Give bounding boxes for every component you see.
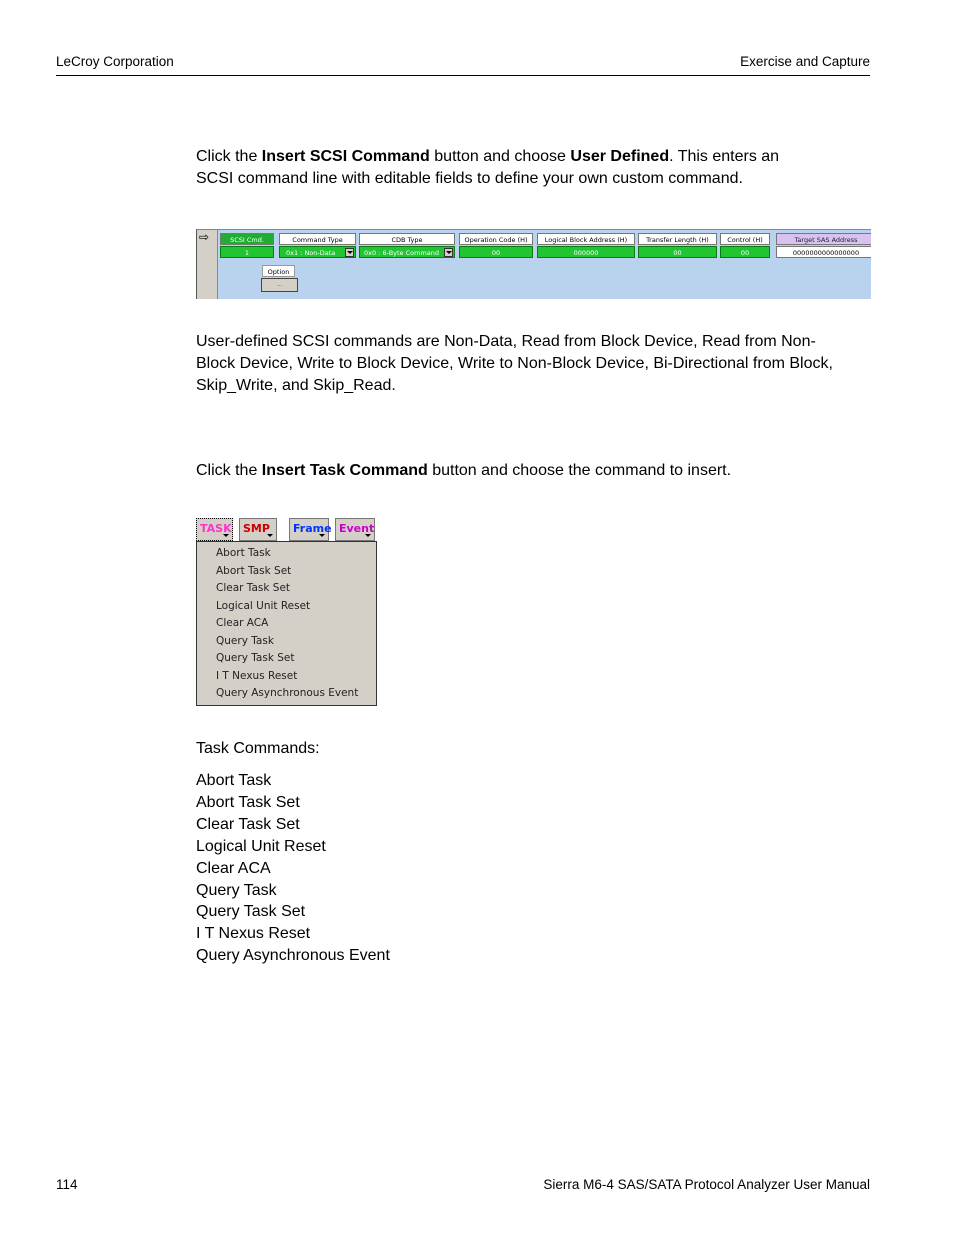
menu-item-logical-unit-reset[interactable]: Logical Unit Reset bbox=[216, 599, 311, 612]
menu-item-clear-task-set[interactable]: Clear Task Set bbox=[216, 582, 291, 594]
task-command-paragraph: Click the Insert Task Command button and choose the command to insert. bbox=[196, 462, 732, 479]
header-cdb-type: CDB Type bbox=[359, 233, 455, 245]
header-scsi-cmd: SCSI Cmd. bbox=[220, 233, 274, 245]
chevron-down-icon bbox=[223, 534, 229, 537]
value-scsi-cmd[interactable]: 1 bbox=[220, 246, 274, 258]
menu-item-abort-task[interactable]: Abort Task bbox=[216, 547, 271, 559]
header-control: Control (H) bbox=[720, 233, 770, 245]
list-item: Query Task Set bbox=[196, 903, 306, 921]
value-transfer-length[interactable]: 00 bbox=[638, 246, 717, 258]
menu-item-abort-task-set[interactable]: Abort Task Set bbox=[216, 564, 292, 577]
scsi-command-line-screenshot bbox=[196, 229, 871, 299]
list-item: Abort Task bbox=[196, 772, 272, 789]
user-defined-paragraph: User-defined SCSI commands are Non-Data, Read from Block Device, Read from Non- Block Device, Write to Block Device, Write to Non-Block Device, Bi-Directional from Block, Skip_Write, and Skip_Read. bbox=[196, 333, 833, 394]
user-defined-term: User Defined bbox=[570, 148, 670, 165]
task-button[interactable]: TASK bbox=[196, 518, 233, 541]
running-footer-title: Sierra M6-4 SAS/SATA Protocol Analyzer User Manual bbox=[543, 1177, 870, 1192]
chevron-down-icon[interactable] bbox=[444, 248, 453, 257]
value-target-sas-address[interactable]: 0000000000000000 bbox=[776, 246, 871, 258]
task-commands-label: Task Commands: bbox=[196, 740, 320, 757]
intro-paragraph: Click the Insert SCSI Command button and choose User Defined. This enters an SCSI command line with editable fields to define your own custom command. bbox=[196, 148, 780, 187]
task-menu-screenshot bbox=[196, 516, 377, 706]
menu-item-it-nexus-reset[interactable]: I T Nexus Reset bbox=[216, 669, 298, 682]
list-item: Query Task bbox=[196, 881, 277, 899]
cdb-type-dropdown[interactable]: 0x0 : 6-Byte Command bbox=[359, 246, 455, 258]
value-operation-code[interactable]: 00 bbox=[459, 246, 533, 258]
option-button[interactable]: ... bbox=[261, 278, 298, 292]
event-button[interactable]: Event bbox=[335, 518, 375, 541]
task-dropdown-menu bbox=[196, 541, 377, 706]
value-control[interactable]: 00 bbox=[720, 246, 770, 258]
list-item: Clear Task Set bbox=[196, 815, 300, 833]
command-type-dropdown[interactable]: 0x1 : Non-Data bbox=[279, 246, 356, 258]
header-logical-block-address: Logical Block Address (H) bbox=[537, 233, 635, 245]
task-commands-list bbox=[196, 770, 390, 967]
row-arrow-icon: ⇨ bbox=[199, 230, 210, 244]
header-target-sas-address: Target SAS Address bbox=[776, 233, 871, 245]
list-item: Logical Unit Reset bbox=[196, 837, 326, 855]
menu-item-clear-aca[interactable]: Clear ACA bbox=[216, 617, 269, 629]
running-header-right: Exercise and Capture bbox=[740, 54, 870, 69]
chevron-down-icon bbox=[319, 534, 325, 537]
list-item: Abort Task Set bbox=[196, 793, 300, 811]
list-item: I T Nexus Reset bbox=[196, 925, 311, 943]
page-number: 114 bbox=[56, 1177, 78, 1192]
insert-task-command-term: Insert Task Command bbox=[261, 462, 428, 479]
insert-scsi-command-term: Insert SCSI Command bbox=[261, 148, 430, 165]
value-logical-block-address[interactable]: 000000 bbox=[537, 246, 635, 258]
frame-button[interactable]: Frame bbox=[289, 518, 329, 541]
chevron-down-icon bbox=[267, 534, 273, 537]
row-gutter bbox=[197, 230, 218, 299]
list-item: Clear ACA bbox=[196, 859, 271, 877]
running-header-left: LeCroy Corporation bbox=[56, 54, 174, 69]
list-item: Query Asynchronous Event bbox=[196, 947, 390, 965]
header-rule bbox=[56, 75, 870, 76]
option-label: Option bbox=[262, 265, 295, 277]
chevron-down-icon[interactable] bbox=[345, 248, 354, 257]
header-command-type: Command Type bbox=[279, 233, 356, 245]
menu-item-query-task-set[interactable]: Query Task Set bbox=[216, 652, 295, 664]
header-operation-code: Operation Code (H) bbox=[459, 233, 533, 245]
smp-button[interactable]: SMP bbox=[239, 518, 277, 541]
menu-item-query-task[interactable]: Query Task bbox=[216, 634, 274, 647]
header-transfer-length: Transfer Length (H) bbox=[638, 233, 717, 245]
menu-item-query-asynchronous-event[interactable]: Query Asynchronous Event bbox=[216, 687, 359, 699]
chevron-down-icon bbox=[365, 534, 371, 537]
